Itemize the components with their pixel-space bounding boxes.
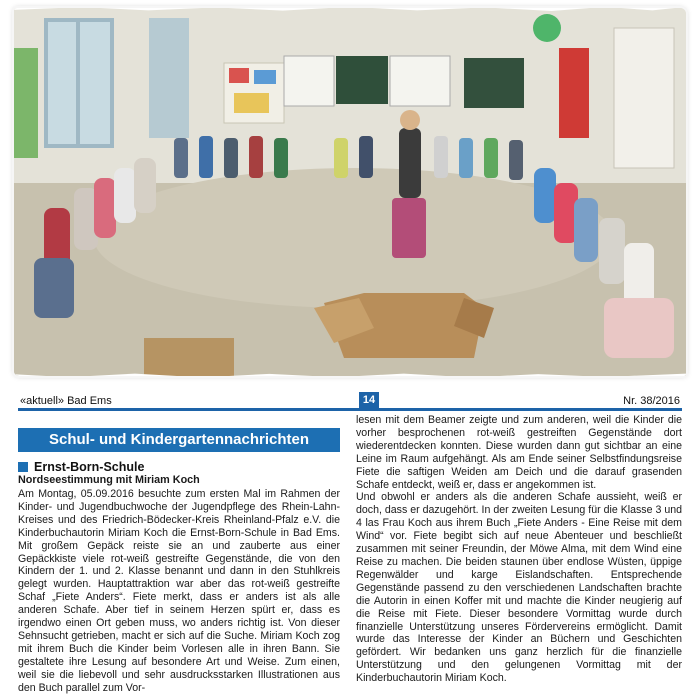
- article-body-right-2: Und obwohl er anders als die anderen Schafe aussieht, weiß er doch, dass er dazugehört. In der zweiten Lesung für die Klasse 3 und 4 las Frau Koch aus ihrem Buch „Fiete Anders - Eine Reise mit dem Wind“ vor. Fiete begibt sich auf neue Abenteuer und beschließt zusammen mit seiner Freundin, der Möwe Alma, mit dem Wind eine Reise zu machen. Die beiden staunen über endlose Wüsten, üppige Regenwälder und karge Eislandschaften. Entsprechende Gegenstände passend zu den verschiedenen Landschaften brachte die Autorin in einen Koffer mit und machte die Kinder neugierig auf die Reise mit Fiete. Dieser besondere Vormittag wurde durch finanzielle Unterstützung unseres Fördervereins ermöglicht. Damit wurde das Interesse der Kinder an Büchern und Geschichten gefördert. Wir bedanken uns ganz herzlich für die finanzielle Unterstützung und den gelungenen Vormittag mit der Kinderbuchautorin Miriam Koch.: [356, 491, 682, 685]
- article-right-column: [356, 414, 682, 685]
- school-name: Ernst-Born-Schule: [34, 460, 145, 474]
- article-body-left: Am Montag, 05.09.2016 besuchte zum ersten Mal im Rahmen der Kinder- und Jugendbuchwoche der Jugendpflege des Rhein-Lahn-Kreises und des Friedrich-Bödecker-Kreis Rheinland-Pfalz e.V. die Kinderbuchautorin Miriam Koch die Ernst-Born-Schule in Bad Ems. Mit großem Gepäck reiste sie an und zauberte aus einer Gepäckkiste viele rot-weiß gestreifte Gegenstände, die von den Kindern der 1. und 2. Klasse benannt und dann in den Stuhlkreis gelegt wurden. Hauptattraktion war aber das rot-weiß gestreifte Schaf „Fiete Anders“. Fiete merkt, dass er anders ist als alle anderen Schafe. Aber tief in seinem Herzen spürt er, dass es irgendwo einen Ort geben muss, wo anders richtig ist. Von dieser Sehnsucht getrieben, macht er sich auf die Suche. Miriam Koch zog mit ihrem Buch die Kinder beim Vorlesen alle in ihren Bann. Sie gestaltete ihre Lesung auf besondere Art und Weise. Zum einen, weil sie die liebevoll und sehr ausdrucksstarken Illustrationen aus den Buch parallel zum Vor-: [18, 488, 340, 694]
- article-subtitle: Nordseestimmung mit Miriam Koch: [18, 474, 200, 486]
- classroom-photo: [14, 8, 686, 376]
- publication-name: «aktuell» Bad Ems: [20, 395, 112, 407]
- school-heading: [18, 460, 340, 474]
- article-body-right-1: lesen mit dem Beamer zeigte und zum anderen, weil die Kinder die vorher besprochenen rot-weiß gestreiften Gegenstände dort wiederentdecken konnten. Diese wurden dann gut sichtbar an eine Leine im Raum aufgehängt. Als am Ende seiner Selbstfindungsreise Fiete die saftigen Weiden am Deich und die darauf grasenden Schafe entdeckt, weiß er, dass er angekommen ist.: [356, 414, 682, 491]
- article-left-column: [18, 428, 340, 695]
- page-number-badge: 14: [359, 392, 379, 408]
- section-banner: Schul- und Kindergartennachrichten: [18, 428, 340, 452]
- issue-number: Nr. 38/2016: [623, 395, 680, 407]
- classroom-illustration: [14, 8, 686, 376]
- page-header: [18, 392, 682, 410]
- header-rule: [18, 408, 682, 411]
- square-bullet-icon: [18, 462, 28, 472]
